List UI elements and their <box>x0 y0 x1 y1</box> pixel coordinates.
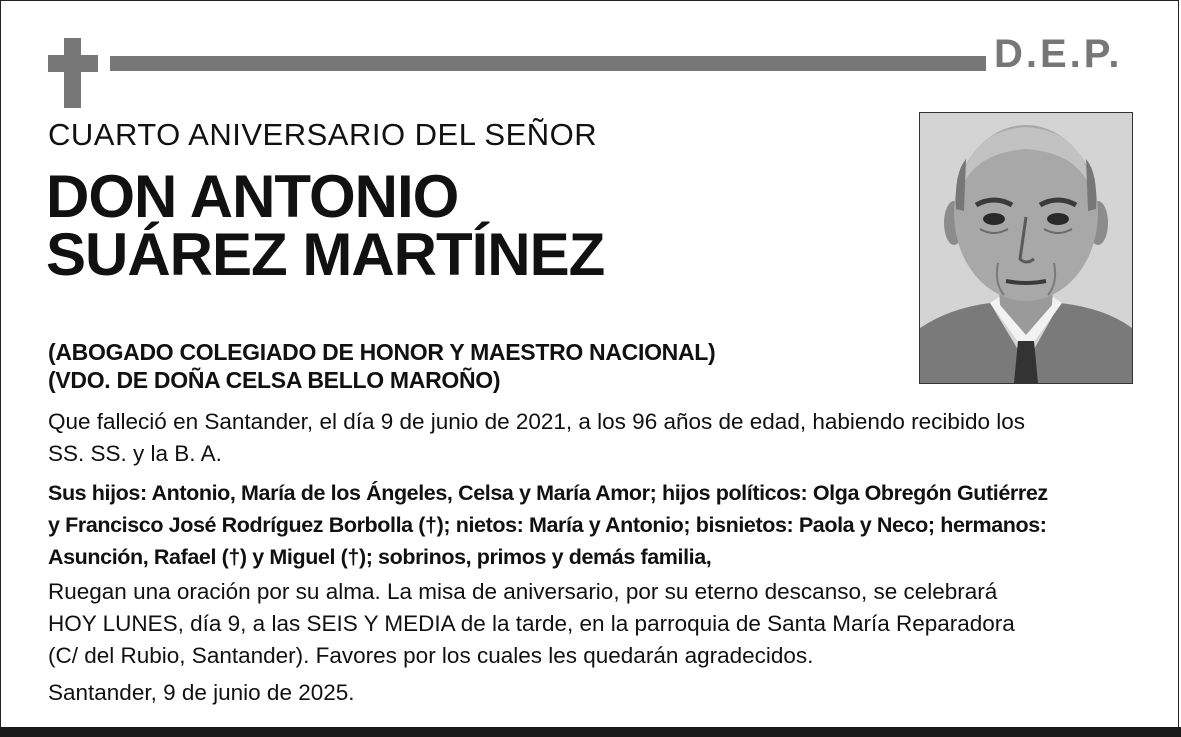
anniversary-subtitle: CUARTO ANIVERSARIO DEL SEÑOR <box>48 117 598 152</box>
deceased-name-line2: SUÁREZ MARTÍNEZ <box>46 221 605 288</box>
family-line: Sus hijos: Antonio, María de los Ángeles, Celsa y María Amor; hijos políticos: Olga Obregón Gutiérrez <box>48 481 1048 505</box>
mass-line: HOY LUNES, día 9, a las SEIS Y MEDIA de la tarde, en la parroquia de Santa María Reparadora <box>48 611 1015 636</box>
portrait-illustration <box>920 113 1132 383</box>
portrait-photo <box>919 112 1133 384</box>
family-line: Asunción, Rafael (†) y Miguel (†); sobrinos, primos y demás familia, <box>48 545 712 569</box>
honorifics <box>48 338 715 394</box>
deceased-name <box>46 163 605 288</box>
cross-icon-arm <box>48 55 98 72</box>
bottom-bar <box>0 727 1181 737</box>
mass-paragraph <box>48 576 1138 672</box>
family-paragraph <box>48 477 1148 573</box>
deceased-name-line1: DON ANTONIO <box>46 163 459 230</box>
honorific-title: (ABOGADO COLEGIADO DE HONOR Y MAESTRO NACIONAL) <box>48 339 716 365</box>
death-paragraph-line: Que falleció en Santander, el día 9 de junio de 2021, a los 96 años de edad, habiendo recibido los <box>48 409 1025 434</box>
widower-note: (VDO. DE DOÑA CELSA BELLO MAROÑO) <box>48 367 501 393</box>
place-date: Santander, 9 de junio de 2025. <box>48 680 355 705</box>
mass-line: (C/ del Rubio, Santander). Favores por los cuales les quedarán agradecidos. <box>48 643 814 668</box>
mass-line: Ruegan una oración por su alma. La misa de aniversario, por su eterno descanso, se celebrará <box>48 579 998 604</box>
header-rule <box>110 56 986 71</box>
death-paragraph <box>48 406 1138 470</box>
dep-label: D.E.P. <box>994 32 1123 76</box>
family-line: y Francisco José Rodríguez Borbolla (†); nietos: María y Antonio; bisnietos: Paola y Neco; hermanos: <box>48 513 1047 537</box>
death-paragraph-line: SS. SS. y la B. A. <box>48 441 222 466</box>
cross-icon <box>64 38 81 108</box>
